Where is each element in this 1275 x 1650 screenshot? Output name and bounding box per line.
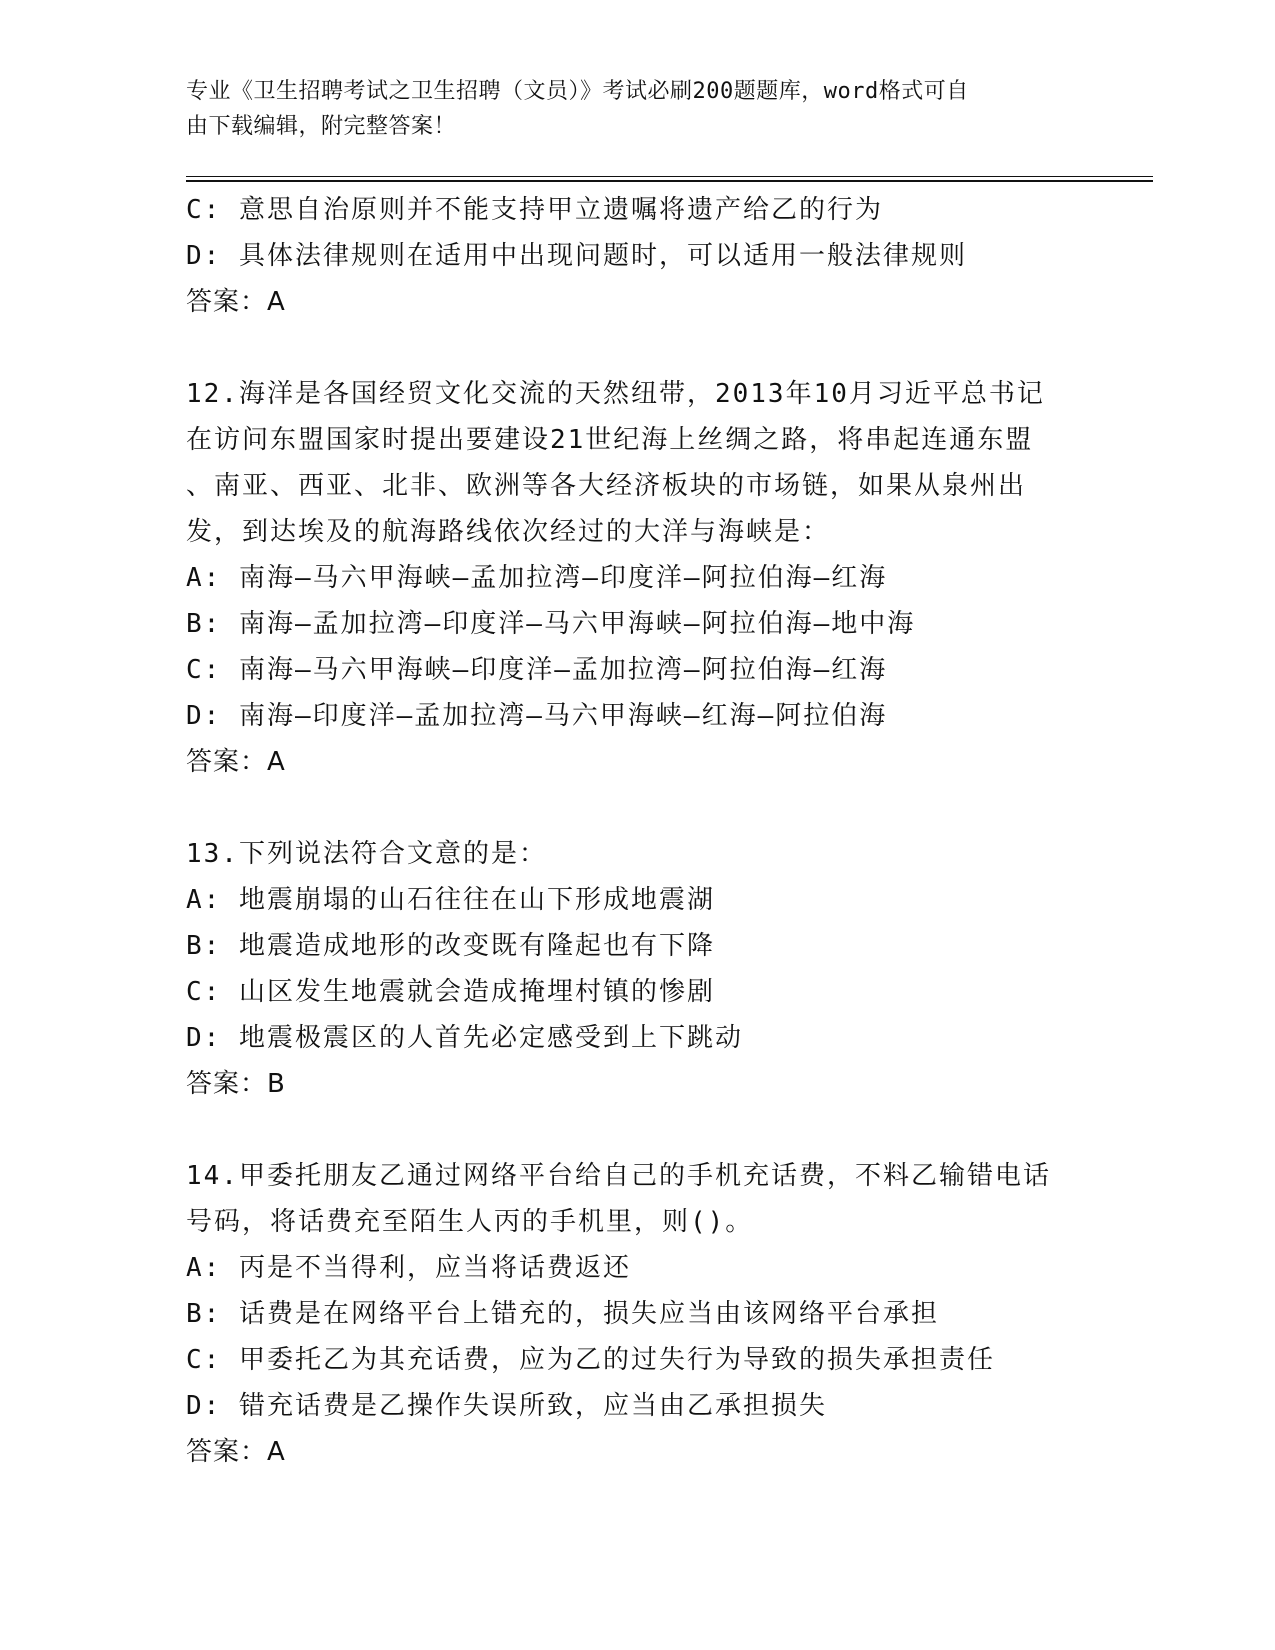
option-d: D: 地震极震区的人首先必定感受到上下跳动 — [186, 1023, 743, 1053]
option-a: A: 南海—马六甲海峡—孟加拉湾—印度洋—阿拉伯海—红海 — [186, 563, 888, 593]
question-stem-line: 14.甲委托朋友乙通过网络平台给自己的手机充话费，不料乙输错电话 — [186, 1161, 1051, 1191]
option-c: C: 意思自治原则并不能支持甲立遗嘱将遗产给乙的行为 — [186, 195, 883, 225]
document-body — [186, 187, 1086, 1475]
answer-line: 答案：B — [186, 1069, 286, 1099]
answer-line: 答案：A — [186, 1437, 286, 1467]
spacer — [186, 325, 1086, 371]
document-header — [186, 74, 1086, 144]
option-b: B: 南海—孟加拉湾—印度洋—马六甲海峡—阿拉伯海—地中海 — [186, 609, 916, 639]
question-stem-line: 、南亚、西亚、北非、欧洲等各大经济板块的市场链，如果从泉州出 — [186, 471, 1027, 501]
answer-line: 答案：A — [186, 287, 286, 317]
question-stem-line: 13.下列说法符合文意的是： — [186, 839, 547, 869]
question-stem-line: 号码，将话费充至陌生人丙的手机里，则()。 — [186, 1207, 754, 1237]
option-c: C: 甲委托乙为其充话费，应为乙的过失行为导致的损失承担责任 — [186, 1345, 995, 1375]
spacer — [186, 785, 1086, 831]
option-a: A: 丙是不当得利，应当将话费返还 — [186, 1253, 631, 1283]
question-stem-line: 在访问东盟国家时提出要建设21世纪海上丝绸之路，将串起连通东盟 — [186, 425, 1034, 455]
question-stem-line: 12.海洋是各国经贸文化交流的天然纽带，2013年10月习近平总书记 — [186, 379, 1045, 409]
question-12 — [186, 371, 1086, 785]
spacer — [186, 1107, 1086, 1153]
option-b: B: 话费是在网络平台上错充的，损失应当由该网络平台承担 — [186, 1299, 939, 1329]
option-d: D: 错充话费是乙操作失误所致，应当由乙承担损失 — [186, 1391, 827, 1421]
option-a: A: 地震崩塌的山石往往在山下形成地震湖 — [186, 885, 715, 915]
option-d: D: 具体法律规则在适用中出现问题时，可以适用一般法律规则 — [186, 241, 967, 271]
header-rule-thick — [186, 180, 1153, 182]
option-d: D: 南海—印度洋—孟加拉湾—马六甲海峡—红海—阿拉伯海 — [186, 701, 888, 731]
option-c: C: 山区发生地震就会造成掩埋村镇的惨剧 — [186, 977, 715, 1007]
header-rule-thin — [186, 176, 1153, 177]
question-prev — [186, 187, 1086, 325]
answer-line: 答案：A — [186, 747, 286, 777]
option-b: B: 地震造成地形的改变既有隆起也有下降 — [186, 931, 715, 961]
header-line-2: 由下载编辑，附完整答案！ — [186, 114, 457, 139]
option-c: C: 南海—马六甲海峡—印度洋—孟加拉湾—阿拉伯海—红海 — [186, 655, 888, 685]
question-stem-line: 发，到达埃及的航海路线依次经过的大洋与海峡是： — [186, 517, 831, 547]
question-14 — [186, 1153, 1086, 1475]
question-13 — [186, 831, 1086, 1107]
header-line-1: 专业《卫生招聘考试之卫生招聘（文员）》考试必刷200题题库，word格式可自 — [186, 79, 969, 104]
